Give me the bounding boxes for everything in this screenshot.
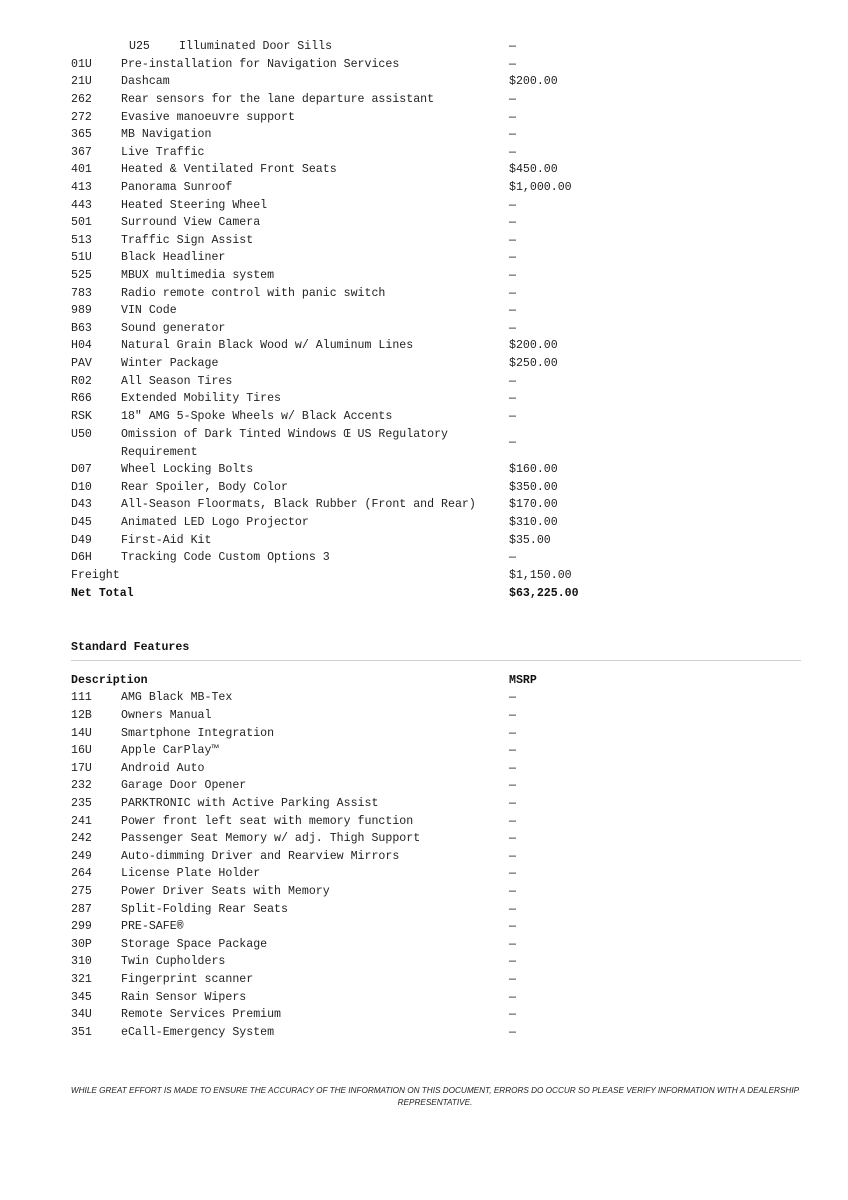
feature-description: Rain Sensor Wipers	[121, 991, 247, 1004]
feature-price: —	[509, 903, 516, 916]
feature-code: 17U	[71, 762, 92, 775]
feature-code: 232	[71, 779, 92, 792]
option-price: $310.00	[509, 516, 558, 529]
option-row	[71, 161, 811, 179]
option-row	[71, 390, 811, 408]
feature-price: —	[509, 850, 516, 863]
option-code: 513	[71, 234, 92, 247]
feature-code: 235	[71, 797, 92, 810]
option-code: 989	[71, 304, 92, 317]
feature-price: —	[509, 744, 516, 757]
option-description: Evasive manoeuvre support	[121, 111, 295, 124]
net-total-label: Net Total	[71, 587, 134, 600]
option-code: D07	[71, 463, 92, 476]
option-price: $250.00	[509, 357, 558, 370]
option-description: Panorama Sunroof	[121, 181, 233, 194]
option-code: H04	[71, 339, 92, 352]
feature-row	[71, 1006, 811, 1024]
feature-description: Owners Manual	[121, 709, 212, 722]
feature-description: Power Driver Seats with Memory	[121, 885, 330, 898]
option-price: —	[509, 146, 516, 159]
feature-price: —	[509, 797, 516, 810]
option-description: Black Headliner	[121, 251, 226, 264]
feature-row	[71, 795, 811, 813]
option-row	[71, 302, 811, 320]
section-divider	[71, 660, 801, 661]
option-description: Heated & Ventilated Front Seats	[121, 163, 337, 176]
option-description: Live Traffic	[121, 146, 205, 159]
feature-price: —	[509, 867, 516, 880]
option-description: Illuminated Door Sills	[179, 40, 333, 53]
feature-price: —	[509, 973, 516, 986]
freight-price: $1,150.00	[509, 569, 572, 582]
option-code: U50	[71, 428, 92, 441]
option-row	[71, 179, 811, 197]
net-total-row	[71, 585, 811, 603]
option-price: —	[509, 551, 516, 564]
feature-row	[71, 901, 811, 919]
feature-description: PRE-SAFE®	[121, 920, 184, 933]
option-code: 413	[71, 181, 92, 194]
option-row	[71, 249, 811, 267]
option-row	[71, 91, 811, 109]
option-row	[71, 73, 811, 91]
option-code: 365	[71, 128, 92, 141]
option-price: $200.00	[509, 75, 558, 88]
disclaimer-text: WHILE GREAT EFFORT IS MADE TO ENSURE THE ACCURACY OF THE INFORMATION ON THIS DOCUMENT, ERRORS DO OCCUR SO PLEASE VERIFY INFORMATION WITH A DEALERSHIP REPRESENTATIVE.	[70, 1086, 800, 1107]
description-column-header: Description	[71, 674, 148, 687]
option-code: 443	[71, 199, 92, 212]
feature-row	[71, 865, 811, 883]
option-row	[71, 355, 811, 373]
option-description: Pre-installation for Navigation Services	[121, 58, 400, 71]
option-code: 401	[71, 163, 92, 176]
option-price: —	[509, 199, 516, 212]
feature-price: —	[509, 815, 516, 828]
feature-price: —	[509, 938, 516, 951]
feature-price: —	[509, 762, 516, 775]
option-row	[71, 514, 811, 532]
freight-label: Freight	[71, 569, 120, 582]
option-price: —	[509, 410, 516, 423]
option-code: 262	[71, 93, 92, 106]
option-row	[71, 320, 811, 338]
option-description: Omission of Dark Tinted Windows Œ US Regulatory Requirement	[121, 428, 448, 459]
option-code: U25	[129, 40, 150, 53]
feature-description: Twin Cupholders	[121, 955, 226, 968]
msrp-column-header: MSRP	[509, 674, 537, 687]
option-price: —	[509, 287, 516, 300]
option-price: —	[509, 40, 516, 53]
option-description: Rear sensors for the lane departure assistant	[121, 93, 435, 106]
option-row	[71, 549, 811, 567]
option-row	[71, 126, 811, 144]
option-code: D43	[71, 498, 92, 511]
option-price: —	[509, 269, 516, 282]
option-row	[71, 496, 811, 514]
feature-code: 16U	[71, 744, 92, 757]
feature-price: —	[509, 920, 516, 933]
option-description: Heated Steering Wheel	[121, 199, 268, 212]
option-code: RSK	[71, 410, 92, 423]
feature-row	[71, 689, 811, 707]
feature-description: Auto-dimming Driver and Rearview Mirrors	[121, 850, 400, 863]
freight-row	[71, 567, 811, 585]
feature-row	[71, 725, 811, 743]
option-description: Natural Grain Black Wood w/ Aluminum Lines	[121, 339, 414, 352]
option-code: 367	[71, 146, 92, 159]
option-row	[71, 232, 811, 250]
feature-price: —	[509, 779, 516, 792]
option-description: All Season Tires	[121, 375, 233, 388]
option-row	[71, 38, 811, 56]
option-row	[71, 479, 811, 497]
option-row	[71, 197, 811, 215]
feature-code: 111	[71, 691, 92, 704]
feature-description: Smartphone Integration	[121, 727, 275, 740]
option-row	[71, 408, 811, 426]
option-description: Tracking Code Custom Options 3	[121, 551, 330, 564]
option-description: Traffic Sign Assist	[121, 234, 254, 247]
option-price: —	[509, 234, 516, 247]
feature-code: 14U	[71, 727, 92, 740]
option-code: 21U	[71, 75, 92, 88]
feature-row	[71, 918, 811, 936]
option-price: —	[509, 392, 516, 405]
option-price: —	[509, 58, 516, 71]
feature-code: 242	[71, 832, 92, 845]
feature-code: 264	[71, 867, 92, 880]
option-row	[71, 532, 811, 550]
option-code: 272	[71, 111, 92, 124]
option-price: —	[509, 111, 516, 124]
feature-price: —	[509, 1026, 516, 1039]
feature-code: 275	[71, 885, 92, 898]
option-price: —	[509, 304, 516, 317]
option-code: D45	[71, 516, 92, 529]
option-price: $35.00	[509, 534, 551, 547]
option-description: Sound generator	[121, 322, 226, 335]
feature-description: Apple CarPlay™	[121, 744, 219, 757]
option-description: All-Season Floormats, Black Rubber (Front and Rear)	[121, 498, 476, 511]
feature-code: 345	[71, 991, 92, 1004]
option-price: —	[509, 375, 516, 388]
feature-code: 241	[71, 815, 92, 828]
feature-code: 249	[71, 850, 92, 863]
feature-row	[71, 848, 811, 866]
option-row	[71, 214, 811, 232]
feature-description: License Plate Holder	[121, 867, 261, 880]
feature-description: Fingerprint scanner	[121, 973, 254, 986]
option-price: —	[509, 436, 516, 449]
feature-row	[71, 742, 811, 760]
option-price: $160.00	[509, 463, 558, 476]
feature-row	[71, 707, 811, 725]
feature-description: Passenger Seat Memory w/ adj. Thigh Support	[121, 832, 421, 845]
option-row	[71, 144, 811, 162]
feature-row	[71, 760, 811, 778]
option-row	[71, 267, 811, 285]
feature-price: —	[509, 955, 516, 968]
feature-description: eCall-Emergency System	[121, 1026, 275, 1039]
feature-description: Split-Folding Rear Seats	[121, 903, 288, 916]
option-code: R66	[71, 392, 92, 405]
feature-price: —	[509, 1008, 516, 1021]
option-row	[71, 337, 811, 355]
option-price: —	[509, 128, 516, 141]
feature-code: 310	[71, 955, 92, 968]
feature-row	[71, 936, 811, 954]
feature-row	[71, 830, 811, 848]
option-code: 783	[71, 287, 92, 300]
option-description: Rear Spoiler, Body Color	[121, 481, 288, 494]
feature-description: Garage Door Opener	[121, 779, 247, 792]
option-description: MBUX multimedia system	[121, 269, 275, 282]
standard-features-title: Standard Features	[71, 641, 190, 654]
feature-description: Power front left seat with memory function	[121, 815, 414, 828]
feature-price: —	[509, 727, 516, 740]
option-price: $350.00	[509, 481, 558, 494]
feature-code: 34U	[71, 1008, 92, 1021]
option-description: MB Navigation	[121, 128, 212, 141]
option-code: B63	[71, 322, 92, 335]
option-description: Dashcam	[121, 75, 170, 88]
feature-code: 321	[71, 973, 92, 986]
option-code: 01U	[71, 58, 92, 71]
option-code: D6H	[71, 551, 92, 564]
feature-price: —	[509, 885, 516, 898]
feature-description: Remote Services Premium	[121, 1008, 282, 1021]
option-description: Extended Mobility Tires	[121, 392, 282, 405]
option-description: Wheel Locking Bolts	[121, 463, 254, 476]
feature-price: —	[509, 832, 516, 845]
option-price: $1,000.00	[509, 181, 572, 194]
option-description: Animated LED Logo Projector	[121, 516, 309, 529]
option-row	[71, 56, 811, 74]
option-row	[71, 373, 811, 391]
option-description: Radio remote control with panic switch	[121, 287, 386, 300]
feature-price: —	[509, 709, 516, 722]
feature-row	[71, 1024, 811, 1042]
option-price: $200.00	[509, 339, 558, 352]
option-code: R02	[71, 375, 92, 388]
feature-description: Storage Space Package	[121, 938, 268, 951]
feature-price: —	[509, 691, 516, 704]
feature-row	[71, 777, 811, 795]
net-total-price: $63,225.00	[509, 587, 579, 600]
option-row	[71, 109, 811, 127]
feature-description: PARKTRONIC with Active Parking Assist	[121, 797, 379, 810]
feature-price: —	[509, 991, 516, 1004]
option-price: $170.00	[509, 498, 558, 511]
option-code: 501	[71, 216, 92, 229]
feature-description: AMG Black MB-Tex	[121, 691, 233, 704]
feature-row	[71, 989, 811, 1007]
option-price: —	[509, 93, 516, 106]
option-description: Winter Package	[121, 357, 219, 370]
standard-features-header	[71, 672, 811, 690]
option-price: —	[509, 216, 516, 229]
feature-row	[71, 883, 811, 901]
option-row	[71, 461, 811, 479]
option-code: D49	[71, 534, 92, 547]
option-description: Surround View Camera	[121, 216, 261, 229]
option-price: —	[509, 322, 516, 335]
feature-row	[71, 971, 811, 989]
feature-code: 299	[71, 920, 92, 933]
feature-row	[71, 953, 811, 971]
feature-code: 12B	[71, 709, 92, 722]
option-price: $450.00	[509, 163, 558, 176]
feature-code: 287	[71, 903, 92, 916]
feature-description: Android Auto	[121, 762, 205, 775]
option-code: 51U	[71, 251, 92, 264]
feature-row	[71, 813, 811, 831]
option-code: D10	[71, 481, 92, 494]
option-code: 525	[71, 269, 92, 282]
option-description: First-Aid Kit	[121, 534, 212, 547]
option-row	[71, 285, 811, 303]
option-description: 18" AMG 5-Spoke Wheels w/ Black Accents	[121, 410, 393, 423]
feature-code: 351	[71, 1026, 92, 1039]
option-code: PAV	[71, 357, 92, 370]
feature-code: 30P	[71, 938, 92, 951]
option-description: VIN Code	[121, 304, 177, 317]
option-price: —	[509, 251, 516, 264]
option-row	[71, 426, 811, 461]
